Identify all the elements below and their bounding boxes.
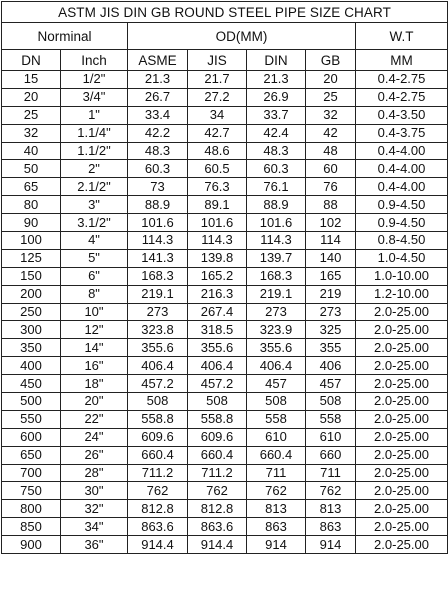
cell-gb: 508 [306,393,356,411]
cell-din: 355.6 [247,339,306,357]
title-row [2,2,448,23]
cell-jis: 457.2 [188,375,247,393]
cell-din: 660.4 [247,446,306,464]
cell-dn: 550 [2,410,61,428]
cell-gb: 914 [306,536,356,554]
cell-jis: 114.3 [188,232,247,250]
cell-inch: 22" [61,410,128,428]
column-header-din: DIN [247,50,306,71]
cell-gb: 48 [306,142,356,160]
cell-din: 863 [247,518,306,536]
cell-asme: 812.8 [128,500,188,518]
chart-title: ASTM JIS DIN GB ROUND STEEL PIPE SIZE CHART [2,2,448,23]
cell-asme: 168.3 [128,267,188,285]
cell-dn: 300 [2,321,61,339]
column-header-asme: ASME [128,50,188,71]
cell-wt-mm: 2.0-25.00 [356,410,448,428]
cell-asme: 323.8 [128,321,188,339]
cell-jis: 711.2 [188,464,247,482]
cell-asme: 101.6 [128,214,188,232]
table-row [2,518,448,536]
cell-asme: 355.6 [128,339,188,357]
cell-asme: 141.3 [128,249,188,267]
cell-dn: 15 [2,71,61,89]
cell-asme: 219.1 [128,285,188,303]
cell-wt-mm: 0.9-4.50 [356,214,448,232]
cell-din: 457 [247,375,306,393]
cell-inch: 8" [61,285,128,303]
cell-wt-mm: 2.0-25.00 [356,428,448,446]
cell-din: 114.3 [247,232,306,250]
cell-gb: 114 [306,232,356,250]
cell-dn: 65 [2,178,61,196]
cell-jis: 267.4 [188,303,247,321]
cell-gb: 762 [306,482,356,500]
group-header-od: OD(MM) [128,23,356,50]
cell-jis: 34 [188,106,247,124]
cell-gb: 42 [306,124,356,142]
cell-dn: 750 [2,482,61,500]
cell-dn: 150 [2,267,61,285]
table-row [2,106,448,124]
cell-asme: 42.2 [128,124,188,142]
cell-din: 33.7 [247,106,306,124]
cell-inch: 1/2" [61,71,128,89]
cell-din: 610 [247,428,306,446]
cell-wt-mm: 2.0-25.00 [356,375,448,393]
cell-gb: 406 [306,357,356,375]
cell-gb: 273 [306,303,356,321]
cell-dn: 400 [2,357,61,375]
cell-asme: 762 [128,482,188,500]
cell-dn: 40 [2,142,61,160]
cell-dn: 25 [2,106,61,124]
cell-dn: 600 [2,428,61,446]
cell-asme: 60.3 [128,160,188,178]
cell-asme: 863.6 [128,518,188,536]
cell-din: 762 [247,482,306,500]
cell-din: 101.6 [247,214,306,232]
cell-jis: 60.5 [188,160,247,178]
cell-gb: 88 [306,196,356,214]
cell-inch: 20" [61,393,128,411]
cell-dn: 80 [2,196,61,214]
cell-wt-mm: 2.0-25.00 [356,357,448,375]
cell-dn: 650 [2,446,61,464]
cell-inch: 3/4" [61,88,128,106]
cell-din: 914 [247,536,306,554]
table-row [2,267,448,285]
cell-inch: 10" [61,303,128,321]
cell-gb: 219 [306,285,356,303]
cell-din: 76.1 [247,178,306,196]
table-row [2,357,448,375]
table-row [2,446,448,464]
cell-dn: 700 [2,464,61,482]
cell-asme: 558.8 [128,410,188,428]
cell-din: 48.3 [247,142,306,160]
group-header-nominal: Norminal [2,23,128,50]
cell-inch: 28" [61,464,128,482]
cell-asme: 406.4 [128,357,188,375]
cell-asme: 114.3 [128,232,188,250]
cell-asme: 273 [128,303,188,321]
cell-wt-mm: 2.0-25.00 [356,482,448,500]
cell-asme: 711.2 [128,464,188,482]
cell-wt-mm: 2.0-25.00 [356,446,448,464]
cell-asme: 73 [128,178,188,196]
column-header-gb: GB [306,50,356,71]
cell-gb: 60 [306,160,356,178]
cell-inch: 12" [61,321,128,339]
cell-gb: 140 [306,249,356,267]
group-header-wt: W.T [356,23,448,50]
table-row [2,88,448,106]
cell-jis: 812.8 [188,500,247,518]
cell-din: 508 [247,393,306,411]
cell-inch: 2" [61,160,128,178]
cell-inch: 32" [61,500,128,518]
cell-asme: 33.4 [128,106,188,124]
cell-dn: 500 [2,393,61,411]
cell-din: 219.1 [247,285,306,303]
cell-jis: 139.8 [188,249,247,267]
cell-dn: 850 [2,518,61,536]
cell-din: 26.9 [247,88,306,106]
cell-jis: 863.6 [188,518,247,536]
table-row [2,500,448,518]
table-row [2,375,448,393]
cell-din: 406.4 [247,357,306,375]
cell-wt-mm: 2.0-25.00 [356,303,448,321]
table-row [2,410,448,428]
table-row [2,464,448,482]
cell-din: 139.7 [247,249,306,267]
cell-asme: 457.2 [128,375,188,393]
cell-gb: 457 [306,375,356,393]
cell-wt-mm: 0.4-4.00 [356,142,448,160]
cell-gb: 102 [306,214,356,232]
cell-wt-mm: 0.4-3.75 [356,124,448,142]
column-header-row [2,50,448,71]
cell-gb: 558 [306,410,356,428]
table-row [2,285,448,303]
table-row [2,536,448,554]
cell-gb: 165 [306,267,356,285]
cell-jis: 660.4 [188,446,247,464]
cell-din: 60.3 [247,160,306,178]
cell-inch: 1" [61,106,128,124]
cell-jis: 914.4 [188,536,247,554]
cell-din: 813 [247,500,306,518]
cell-jis: 762 [188,482,247,500]
cell-din: 558 [247,410,306,428]
cell-gb: 32 [306,106,356,124]
cell-dn: 32 [2,124,61,142]
cell-jis: 27.2 [188,88,247,106]
cell-gb: 610 [306,428,356,446]
cell-gb: 813 [306,500,356,518]
column-header-inch: Inch [61,50,128,71]
cell-din: 273 [247,303,306,321]
cell-jis: 355.6 [188,339,247,357]
cell-wt-mm: 0.4-3.50 [356,106,448,124]
cell-inch: 2.1/2" [61,178,128,196]
cell-wt-mm: 2.0-25.00 [356,321,448,339]
cell-jis: 48.6 [188,142,247,160]
cell-dn: 250 [2,303,61,321]
table-row [2,321,448,339]
cell-inch: 3.1/2" [61,214,128,232]
table-row [2,232,448,250]
cell-asme: 660.4 [128,446,188,464]
cell-din: 323.9 [247,321,306,339]
cell-jis: 609.6 [188,428,247,446]
cell-jis: 558.8 [188,410,247,428]
cell-jis: 89.1 [188,196,247,214]
cell-dn: 350 [2,339,61,357]
table-row [2,142,448,160]
cell-gb: 325 [306,321,356,339]
cell-gb: 355 [306,339,356,357]
cell-asme: 508 [128,393,188,411]
cell-dn: 100 [2,232,61,250]
cell-jis: 216.3 [188,285,247,303]
cell-wt-mm: 2.0-25.00 [356,393,448,411]
cell-gb: 76 [306,178,356,196]
cell-wt-mm: 1.0-10.00 [356,267,448,285]
cell-wt-mm: 0.4-2.75 [356,88,448,106]
group-header-row [2,23,448,50]
table-row [2,339,448,357]
cell-wt-mm: 2.0-25.00 [356,518,448,536]
cell-jis: 76.3 [188,178,247,196]
cell-wt-mm: 0.4-4.00 [356,160,448,178]
pipe-size-chart-table [1,1,448,554]
cell-inch: 6" [61,267,128,285]
cell-dn: 450 [2,375,61,393]
cell-jis: 318.5 [188,321,247,339]
column-header-dn: DN [2,50,61,71]
cell-inch: 1.1/4" [61,124,128,142]
cell-gb: 25 [306,88,356,106]
cell-asme: 26.7 [128,88,188,106]
cell-wt-mm: 2.0-25.00 [356,339,448,357]
cell-inch: 16" [61,357,128,375]
cell-asme: 914.4 [128,536,188,554]
table-row [2,196,448,214]
cell-inch: 34" [61,518,128,536]
table-row [2,393,448,411]
cell-inch: 24" [61,428,128,446]
table-row [2,160,448,178]
table-row [2,71,448,89]
cell-wt-mm: 0.8-4.50 [356,232,448,250]
cell-gb: 660 [306,446,356,464]
cell-asme: 48.3 [128,142,188,160]
cell-inch: 36" [61,536,128,554]
cell-jis: 406.4 [188,357,247,375]
cell-gb: 711 [306,464,356,482]
table-row [2,249,448,267]
cell-dn: 20 [2,88,61,106]
cell-dn: 200 [2,285,61,303]
cell-wt-mm: 1.2-10.00 [356,285,448,303]
cell-inch: 18" [61,375,128,393]
cell-dn: 125 [2,249,61,267]
cell-dn: 800 [2,500,61,518]
cell-wt-mm: 2.0-25.00 [356,464,448,482]
cell-din: 21.3 [247,71,306,89]
cell-wt-mm: 0.9-4.50 [356,196,448,214]
cell-inch: 30" [61,482,128,500]
cell-inch: 3" [61,196,128,214]
cell-din: 711 [247,464,306,482]
cell-asme: 88.9 [128,196,188,214]
cell-jis: 165.2 [188,267,247,285]
column-header-mm: MM [356,50,448,71]
cell-wt-mm: 2.0-25.00 [356,500,448,518]
column-header-jis: JIS [188,50,247,71]
cell-gb: 863 [306,518,356,536]
cell-inch: 5" [61,249,128,267]
cell-inch: 26" [61,446,128,464]
cell-jis: 508 [188,393,247,411]
table-row [2,178,448,196]
cell-jis: 42.7 [188,124,247,142]
cell-wt-mm: 1.0-4.50 [356,249,448,267]
cell-wt-mm: 0.4-2.75 [356,71,448,89]
cell-jis: 21.7 [188,71,247,89]
table-row [2,124,448,142]
cell-gb: 20 [306,71,356,89]
cell-dn: 90 [2,214,61,232]
cell-asme: 21.3 [128,71,188,89]
cell-wt-mm: 0.4-4.00 [356,178,448,196]
table-row [2,303,448,321]
cell-inch: 4" [61,232,128,250]
table-row [2,428,448,446]
cell-jis: 101.6 [188,214,247,232]
cell-wt-mm: 2.0-25.00 [356,536,448,554]
cell-dn: 900 [2,536,61,554]
cell-inch: 1.1/2" [61,142,128,160]
table-row [2,482,448,500]
cell-din: 168.3 [247,267,306,285]
table-body [2,71,448,554]
cell-din: 88.9 [247,196,306,214]
cell-inch: 14" [61,339,128,357]
cell-asme: 609.6 [128,428,188,446]
table-row [2,214,448,232]
cell-din: 42.4 [247,124,306,142]
cell-dn: 50 [2,160,61,178]
